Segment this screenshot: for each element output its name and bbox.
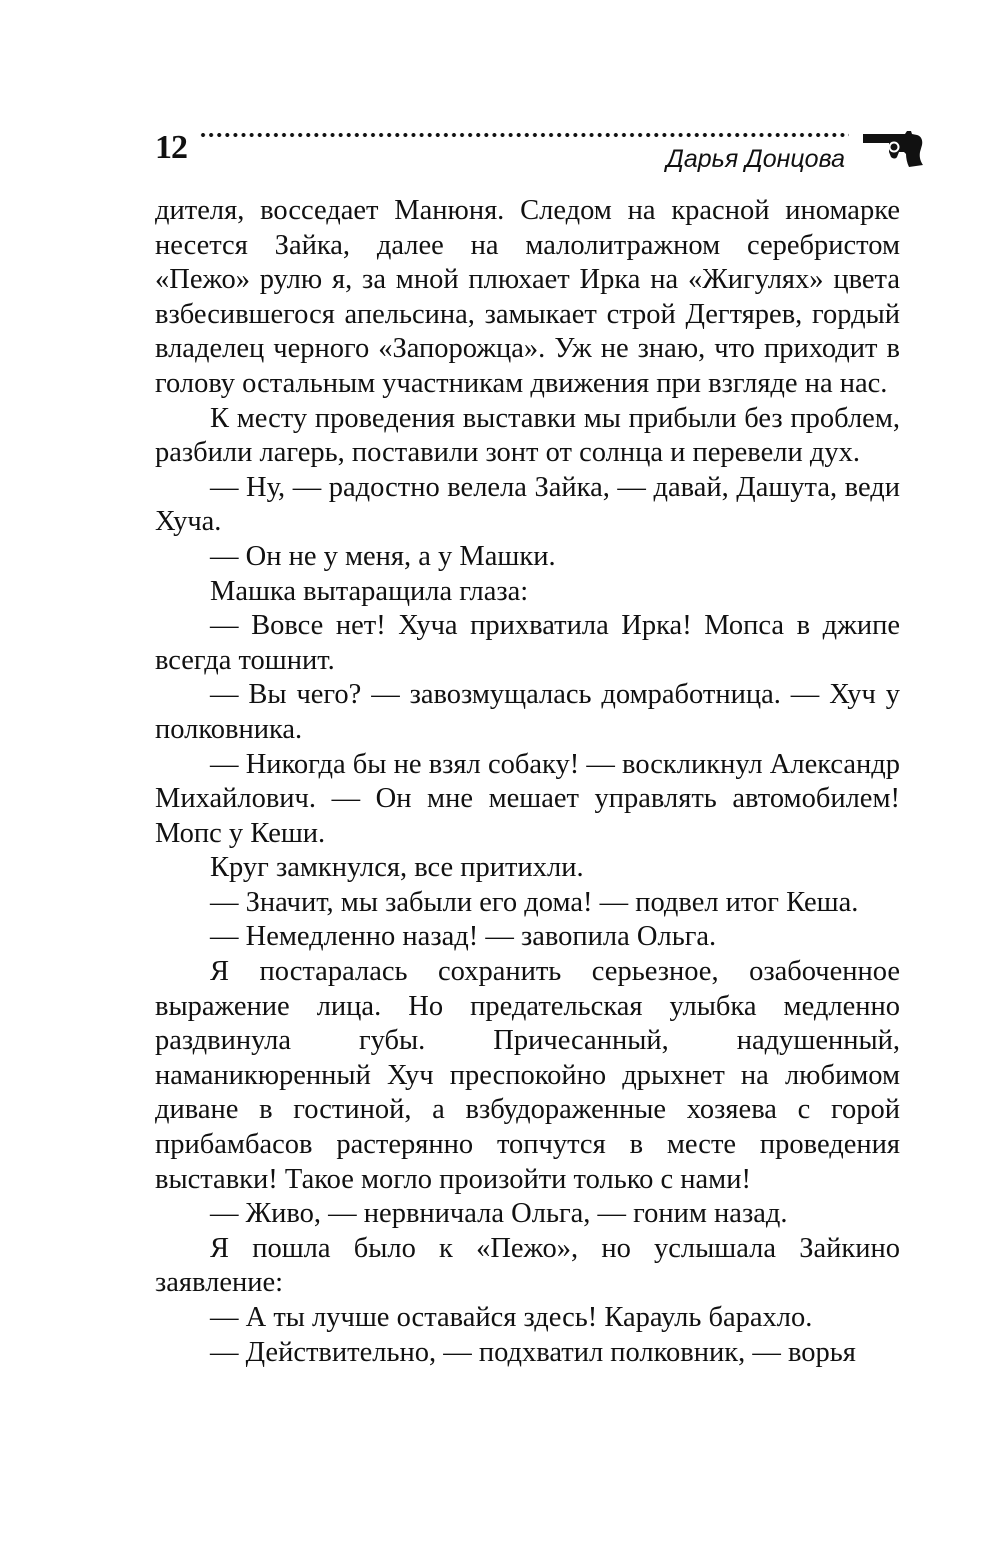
body-paragraph: — Значит, мы забыли его дома! — подвел итог Кеша.: [210, 886, 859, 918]
body-paragraph: Я пошла было к «Пежо», но услышала Зайкино заявление:: [155, 1232, 900, 1299]
body-paragraph: Машка вытаращила глаза:: [210, 575, 529, 607]
body-paragraph: — Живо, — нервничала Ольга, — гоним назад.: [210, 1198, 788, 1230]
body-paragraph: К месту проведения выставки мы прибыли без проблем, разбили лагерь, поставили зонт от солнца и перевели дух.: [155, 402, 900, 469]
body-paragraph: Круг замкнулся, все притихли.: [210, 852, 584, 884]
page-number: 12: [155, 129, 187, 166]
body-paragraph: — Никогда бы не взял собаку! — воскликнул Александр Михайлович. — Он мне мешает управлять автомобилем! Мопс у Кеши.: [155, 748, 900, 849]
body-paragraph: Я постаралась сохранить серьезное, озабоченное выражение лица. Но предательская улыбка медленно раздвинула губы. Причесанный, надушенный, наманикюренный Хуч преспокойно дрыхнет на любимом диване в гостиной, а взбудораженные хозяева с горой прибамбасов растерянно топчутся в месте проведения выставки! Такое могло произойти только с нами!: [155, 956, 900, 1195]
running-header-author: Дарья Донцова: [666, 145, 845, 173]
body-paragraph: — Он не у меня, а у Машки.: [210, 540, 556, 572]
body-paragraph: — Ну, — радостно велела Зайка, — давай, Дашута, веди Хуча.: [155, 471, 900, 538]
body-paragraph: — Вовсе нет! Хуча прихватила Ирка! Мопса в джипе всегда тошнит.: [155, 610, 900, 676]
body-paragraph: — Вы чего? — завозмущалась домработница. — Хуч у полковника.: [155, 679, 900, 745]
running-header: [155, 118, 925, 188]
body-paragraph: — Немедленно назад! — завопила Ольга.: [210, 921, 717, 953]
body-paragraph: — А ты лучше оставайся здесь! Карауль барахло.: [210, 1302, 813, 1333]
dotted-rule: [199, 132, 849, 138]
revolver-icon: [861, 128, 925, 168]
body-paragraph: дителя, восседает Манюня. Следом на красной иномарке несется Зайка, далее на малолитражном серебристом «Пежо» рулю я, за мной плюхает Ирка на «Жигулях» цвета взбесившегося апельсина, замыкает строй Дегтярев, гордый владелец черного «Запорожца». Уж не знаю, что приходит в голову остальным участникам движения при взгляде на нас.: [155, 195, 900, 399]
page-body: [155, 194, 900, 1370]
body-paragraph: — Действительно, — подхватил полковник, — ворья: [210, 1336, 856, 1368]
